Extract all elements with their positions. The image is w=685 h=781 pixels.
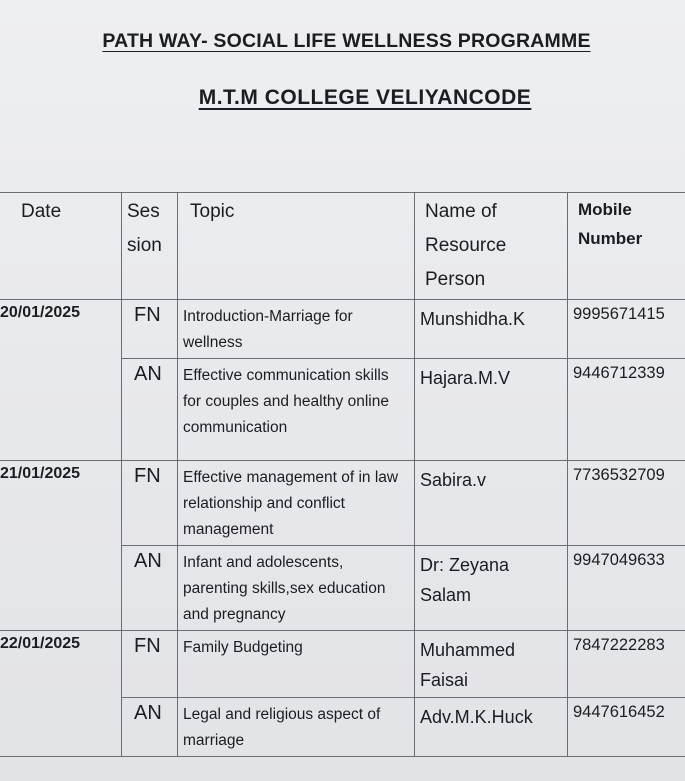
header-name-line2: Resource: [425, 235, 507, 256]
mobile-cell: 9947049633: [568, 546, 685, 631]
topic-cell: Family Budgeting: [178, 631, 415, 698]
session-cell: AN: [122, 546, 178, 631]
table-row: [0, 461, 685, 546]
header-row: [0, 193, 685, 300]
college-name: M.T.M COLLEGE VELIYANCODE: [198, 86, 532, 109]
header-topic: Topic: [178, 193, 415, 300]
resource-person-cell: Dr: Zeyana Salam: [415, 546, 568, 631]
date-cell: 20/01/2025: [0, 300, 122, 461]
resource-person-cell: Adv.M.K.Huck: [415, 698, 568, 757]
topic-cell: Effective communication skills for couples and healthy online communication: [178, 359, 415, 461]
resource-person-cell: Muhammed Faisai: [415, 631, 568, 698]
mobile-cell: 7847222283: [568, 631, 685, 698]
header-session: [122, 193, 178, 300]
session-cell: FN: [122, 300, 178, 359]
header-mobile: [568, 193, 685, 300]
resource-person-cell: Sabira.v: [415, 461, 568, 546]
resource-person-cell: Hajara.M.V: [415, 359, 568, 461]
header-session-line2: sion: [127, 235, 162, 256]
session-cell: AN: [122, 359, 178, 461]
date-cell: 21/01/2025: [0, 461, 122, 631]
mobile-cell: 9447616452: [568, 698, 685, 757]
header-name-line1: Name of: [425, 201, 497, 222]
session-cell: FN: [122, 631, 178, 698]
topic-cell: Infant and adolescents, parenting skills,sex education and pregnancy: [178, 546, 415, 631]
session-cell: AN: [122, 698, 178, 757]
mobile-cell: 9995671415: [568, 300, 685, 359]
topic-cell: Effective management of in law relationship and conflict management: [178, 461, 415, 546]
header-session-line1: Ses: [127, 201, 160, 222]
topic-cell: Legal and religious aspect of marriage: [178, 698, 415, 757]
table-row: [0, 300, 685, 359]
header-date: Date: [0, 193, 122, 300]
header-mobile-line2: Number: [578, 229, 643, 248]
topic-cell: Introduction-Marriage for wellness: [178, 300, 415, 359]
header-mobile-line1: Mobile: [578, 200, 632, 219]
table-row: [0, 631, 685, 698]
resource-person-cell: Munshidha.K: [415, 300, 568, 359]
mobile-cell: 9446712339: [568, 359, 685, 461]
session-cell: FN: [122, 461, 178, 546]
schedule-table: [0, 192, 685, 757]
mobile-cell: 7736532709: [568, 461, 685, 546]
header-name-line3: Person: [425, 269, 486, 290]
header-resource-person: [415, 193, 568, 300]
date-cell: 22/01/2025: [0, 631, 122, 757]
programme-title: PATH WAY- SOCIAL LIFE WELLNESS PROGRAMME: [102, 30, 591, 52]
